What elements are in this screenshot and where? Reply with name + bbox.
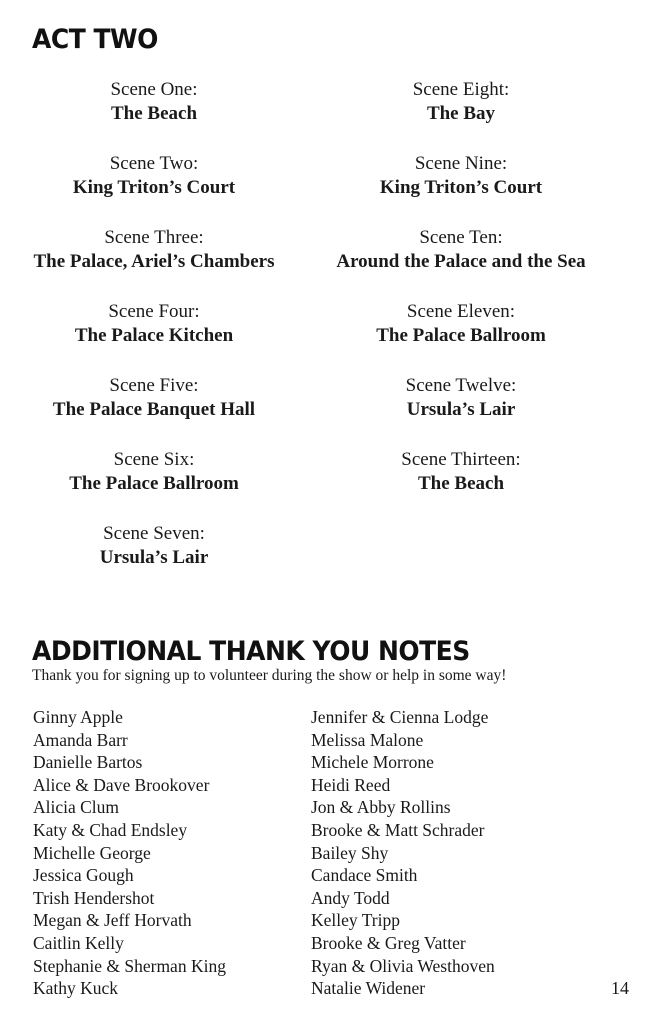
scene-item: [311, 78, 611, 152]
scene-location: The Beach: [110, 103, 198, 124]
list-item: Megan & Jeff Horvath: [33, 910, 192, 931]
scene-number: Scene Thirteen:: [401, 449, 521, 470]
list-item: Candace Smith: [311, 865, 418, 886]
page-number: 14: [611, 978, 629, 998]
list-item: Alicia Clum: [33, 797, 120, 818]
list-item: Bailey Shy: [311, 842, 389, 863]
list-item: Brooke & Greg Vatter: [311, 932, 466, 953]
scene-location: The Palace Kitchen: [74, 325, 234, 346]
scene-location: Ursula’s Lair: [99, 547, 209, 568]
scene-item: [4, 226, 304, 300]
scene-number: Scene Two:: [109, 153, 199, 174]
scene-number: Scene Ten:: [419, 227, 503, 248]
list-item: Kathy Kuck: [33, 978, 119, 999]
list-item: Kelley Tripp: [311, 910, 400, 931]
list-item: Danielle Bartos: [33, 752, 143, 773]
list-item: Stephanie & Sherman King: [33, 955, 226, 976]
scene-number: Scene Eleven:: [406, 301, 516, 322]
scene-item: [4, 522, 304, 596]
scene-number: Scene Twelve:: [405, 375, 517, 396]
scene-item: [311, 300, 611, 374]
list-item: Michele Morrone: [311, 752, 434, 773]
scene-list-left: [4, 78, 304, 596]
act-two-heading: ACT TWO: [32, 23, 158, 55]
list-item: Jennifer & Cienna Lodge: [311, 707, 489, 727]
scene-number: Scene Six:: [113, 449, 195, 470]
scene-item: [4, 300, 304, 374]
list-item: Melissa Malone: [311, 729, 424, 750]
list-item: Ginny Apple: [33, 707, 123, 727]
volunteer-list-right: [311, 706, 495, 1000]
scene-item: [4, 152, 304, 226]
volunteer-list-left: [33, 706, 226, 1000]
scene-item: [4, 374, 304, 448]
scene-number: Scene One:: [110, 79, 198, 100]
list-item: Jon & Abby Rollins: [311, 797, 451, 818]
list-item: Alice & Dave Brookover: [33, 774, 210, 795]
scene-item: [311, 152, 611, 226]
scene-location: The Palace, Ariel’s Chambers: [33, 251, 275, 272]
scene-list-right: [311, 78, 611, 522]
list-item: Jessica Gough: [33, 865, 134, 886]
scene-location: The Palace Ballroom: [376, 325, 546, 346]
thank-you-notes-heading: ADDITIONAL THANK YOU NOTES: [32, 635, 470, 667]
list-item: Natalie Widener: [311, 978, 426, 999]
scene-number: Scene Five:: [109, 375, 199, 396]
scene-location: Around the Palace and the Sea: [336, 251, 586, 272]
list-item: Katy & Chad Endsley: [33, 819, 188, 840]
scene-item: [311, 226, 611, 300]
list-item: Michelle George: [33, 842, 151, 863]
scene-location: The Palace Banquet Hall: [52, 399, 256, 420]
scene-location: The Beach: [417, 473, 505, 494]
list-item: Caitlin Kelly: [33, 932, 124, 953]
scene-number: Scene Seven:: [103, 523, 205, 544]
list-item: Heidi Reed: [311, 774, 391, 795]
scene-number: Scene Nine:: [414, 153, 508, 174]
scene-number: Scene Three:: [104, 227, 204, 248]
list-item: Ryan & Olivia Westhoven: [311, 955, 495, 976]
scene-location: The Palace Ballroom: [69, 473, 239, 494]
scene-item: [311, 448, 611, 522]
scene-number: Scene Four:: [108, 301, 200, 322]
list-item: Amanda Barr: [33, 729, 128, 750]
thank-you-intro: Thank you for signing up to volunteer during the show or help in some way!: [32, 667, 507, 684]
scene-location: King Triton’s Court: [72, 177, 236, 198]
list-item: Brooke & Matt Schrader: [311, 819, 485, 840]
scene-item: [4, 448, 304, 522]
scene-item: [311, 374, 611, 448]
scene-location: Ursula’s Lair: [406, 399, 516, 420]
scene-location: King Triton’s Court: [379, 177, 543, 198]
scene-item: [4, 78, 304, 152]
scene-number: Scene Eight:: [412, 79, 510, 100]
list-item: Andy Todd: [311, 887, 390, 908]
list-item: Trish Hendershot: [33, 887, 155, 908]
scene-location: The Bay: [426, 103, 496, 124]
